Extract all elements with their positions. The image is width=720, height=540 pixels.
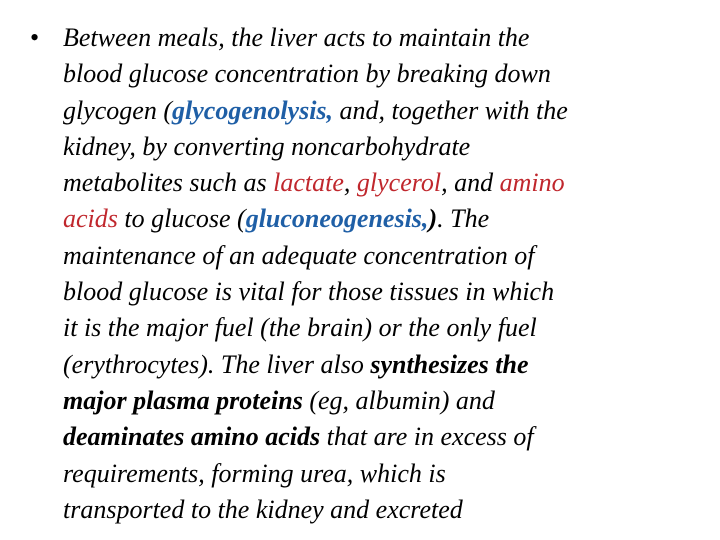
emphasis-text: synthesizes the (370, 349, 529, 379)
text-line (63, 419, 713, 455)
text-segment: to glucose ( (117, 204, 246, 234)
text-segment: . The (437, 204, 490, 234)
text-segment: transported to the kidney and excreted (63, 494, 463, 524)
metabolite-term: amino (499, 168, 565, 198)
metabolite-term: acids (63, 204, 118, 234)
text-line (63, 165, 713, 201)
text-segment: blood glucose is vital for those tissues in which (63, 277, 555, 307)
text-segment: that are in excess of (320, 422, 534, 452)
text-segment: (eg, albumin) and (302, 385, 495, 415)
text-line (63, 347, 713, 383)
text-line (63, 492, 713, 528)
text-line (63, 56, 713, 92)
text-line (63, 201, 713, 237)
text-line (63, 456, 713, 492)
emphasis-text: ) (428, 204, 438, 234)
text-segment: Between meals, the liver acts to maintain the (63, 23, 530, 52)
text-segment: it is the major fuel (the brain) or the only fuel (63, 313, 537, 343)
text-line (63, 20, 713, 56)
emphasis-text: major plasma proteins (63, 385, 303, 415)
text-line (63, 310, 713, 346)
text-segment: (erythrocytes). The liver also (63, 349, 371, 379)
text-segment: , (343, 168, 357, 198)
text-segment: maintenance of an adequate concentration of (63, 240, 535, 270)
text-line (63, 129, 713, 165)
text-segment: and, together with the (333, 95, 568, 125)
bullet-marker: • (30, 23, 40, 52)
key-term: gluconeogenesis, (245, 204, 429, 234)
text-line (63, 274, 713, 310)
text-line (63, 93, 713, 129)
text-segment: kidney, by converting noncarbohydrate (63, 131, 471, 161)
text-line (63, 238, 713, 274)
text-segment: requirements, forming urea, which is (63, 458, 446, 488)
text-line (63, 383, 713, 419)
text-segment: , and (441, 168, 500, 198)
text-segment: blood glucose concentration by breaking down (63, 59, 551, 89)
key-term: glycogenolysis, (172, 95, 334, 125)
bullet-paragraph (63, 20, 713, 528)
emphasis-text: deaminates amino acids (63, 422, 321, 452)
text-segment: glycogen ( (63, 95, 173, 125)
metabolite-term: lactate (273, 168, 344, 198)
metabolite-term: glycerol (356, 168, 442, 198)
text-segment: metabolites such as (63, 168, 274, 198)
